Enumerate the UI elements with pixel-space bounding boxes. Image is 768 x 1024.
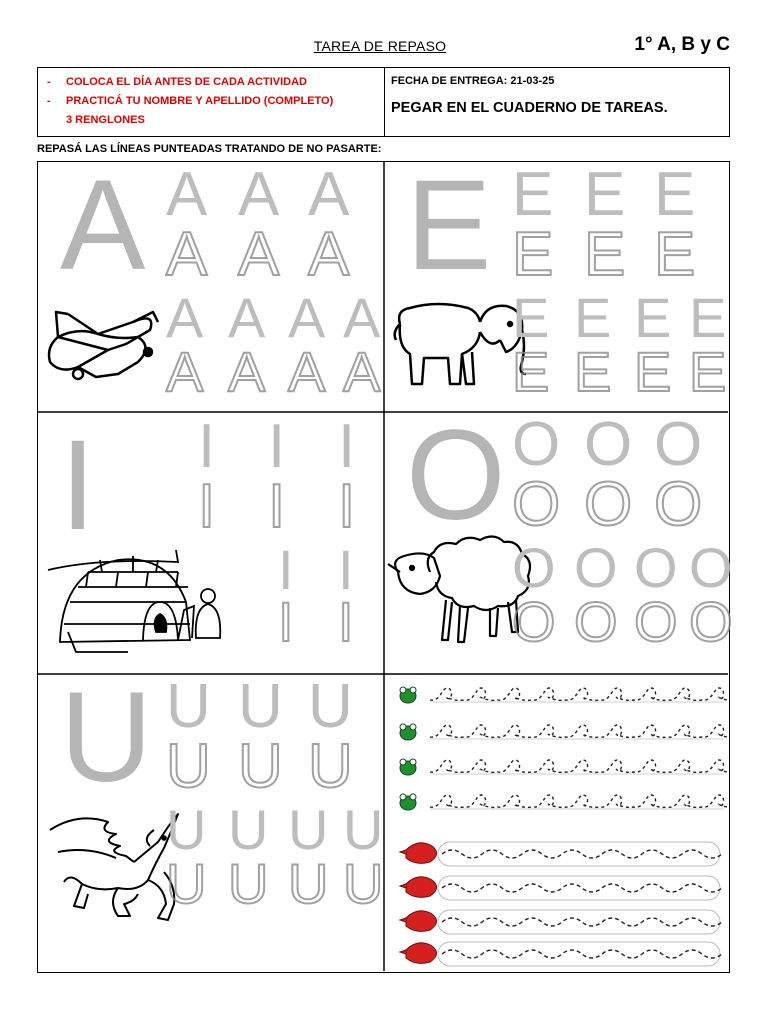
wave-trace-line xyxy=(442,918,722,926)
tracing-letter: A xyxy=(228,340,266,403)
tracing-letter: E xyxy=(512,160,554,229)
tracing-letter: O xyxy=(634,590,678,653)
tracing-letter: U xyxy=(308,672,353,741)
tracing-letter: A xyxy=(343,286,381,349)
tracing-letter: U xyxy=(343,852,384,915)
bird-icon xyxy=(400,943,437,964)
tracing-letter: U xyxy=(228,852,269,915)
tracing-letter: A xyxy=(238,220,280,289)
info-box xyxy=(37,67,730,137)
tracing-letter: E xyxy=(512,286,550,349)
tracing-letter: O xyxy=(584,470,633,539)
tracing-letter: A xyxy=(166,340,204,403)
tracing-letter: A xyxy=(166,220,208,289)
tracing-letter: O xyxy=(584,410,633,479)
frog-icon xyxy=(400,724,416,740)
tracing-letter: U xyxy=(288,852,329,915)
tracing-letter: E xyxy=(689,340,727,403)
tracing-letter: E xyxy=(512,340,550,403)
tracing-letter: E xyxy=(512,220,554,289)
loop-trace-line xyxy=(430,688,728,700)
tracing-letter: A xyxy=(166,286,204,349)
worksheet-grid xyxy=(37,154,733,973)
tracing-letter: U xyxy=(166,852,207,915)
tracing-letter: U xyxy=(166,732,211,801)
tracing-letter: A xyxy=(308,220,350,289)
tracing-letter: I xyxy=(338,590,354,653)
frog-icon xyxy=(400,759,416,775)
grade-label: 1° A, B y C xyxy=(634,34,730,55)
instructions-list xyxy=(38,68,385,136)
loop-trace-line xyxy=(430,725,728,737)
tracing-letter: O xyxy=(512,590,556,653)
tracing-letter: O xyxy=(512,536,556,599)
tracing-letter: O xyxy=(574,536,618,599)
tracing-letter: E xyxy=(574,340,612,403)
tracing-letter: I xyxy=(278,590,294,653)
tracing-letter: A xyxy=(238,160,280,229)
tracing-letter: A xyxy=(288,340,326,403)
tracing-letter: E xyxy=(574,286,612,349)
bird-icon xyxy=(400,877,437,898)
igloo-penguin-drawing xyxy=(48,550,220,652)
instruction-item: - COLOCA EL DÍA ANTES DE CADA ACTIVIDAD xyxy=(47,76,307,88)
tracing-letter: A xyxy=(308,160,350,229)
tracing-letter: I xyxy=(338,538,354,601)
tracing-letter: U xyxy=(238,672,283,741)
tracing-letter: U xyxy=(166,672,211,741)
model-letter: I xyxy=(60,414,96,557)
tracing-letter: E xyxy=(584,220,626,289)
tracing-letter: A xyxy=(343,340,381,403)
tracing-letter: U xyxy=(343,798,384,861)
tracing-letter: E xyxy=(654,160,696,229)
airplane-drawing xyxy=(49,312,158,379)
tracing-letter: O xyxy=(512,470,561,539)
paste-note: PEGAR EN EL CUADERNO DE TAREAS. xyxy=(391,100,668,116)
tracing-letter: A xyxy=(166,160,208,229)
tracing-letter: U xyxy=(228,798,269,861)
tracing-letter: O xyxy=(654,410,703,479)
loop-trace-line xyxy=(430,760,728,772)
model-letter: E xyxy=(406,154,492,297)
tracing-letter: O xyxy=(689,536,733,599)
elephant-drawing xyxy=(395,304,526,384)
tracing-letter: I xyxy=(268,412,286,481)
model-letter: O xyxy=(406,404,506,547)
tracing-letter: O xyxy=(689,590,733,653)
loop-trace-line xyxy=(430,795,728,807)
sheep-drawing xyxy=(388,536,530,642)
bird-icon xyxy=(400,911,437,932)
tracing-letter: I xyxy=(198,472,216,541)
tracing-letter: E xyxy=(634,340,672,403)
tracing-letter: I xyxy=(338,412,356,481)
tracing-letter: I xyxy=(338,472,356,541)
tracing-letter: O xyxy=(512,410,561,479)
tracing-letter: A xyxy=(228,286,266,349)
tracing-letter: E xyxy=(584,160,626,229)
tracing-letter: E xyxy=(634,286,672,349)
tracing-letter: I xyxy=(198,412,216,481)
due-date: FECHA DE ENTREGA: 21-03-25 xyxy=(391,75,555,87)
tracing-letter: O xyxy=(634,536,678,599)
tracing-letter: O xyxy=(654,470,703,539)
tracing-letter: O xyxy=(574,590,618,653)
wave-trace-line xyxy=(442,950,722,958)
tracing-letter: E xyxy=(689,286,727,349)
page-title: TAREA DE REPASO xyxy=(313,38,447,54)
model-letter: U xyxy=(60,666,153,809)
tracing-letter: U xyxy=(166,798,207,861)
wave-trace-line xyxy=(442,850,722,858)
tracing-letter: U xyxy=(308,732,353,801)
delivery-info xyxy=(385,68,729,136)
tracing-letter: I xyxy=(268,472,286,541)
wave-trace-line xyxy=(442,884,722,892)
frog-icon xyxy=(400,687,416,703)
tracing-letter: I xyxy=(278,538,294,601)
instruction-item: 3 RENGLONES xyxy=(66,114,145,126)
frog-icon xyxy=(400,794,416,810)
frog-icons xyxy=(400,687,416,810)
tracing-letter: U xyxy=(238,732,283,801)
bird-icons xyxy=(400,843,437,964)
tracing-letter: U xyxy=(288,798,329,861)
unicorn-drawing xyxy=(50,814,178,920)
tracing-letter: A xyxy=(288,286,326,349)
tracing-instruction: REPASÁ LAS LÍNEAS PUNTEADAS TRATANDO DE NO PASARTE: xyxy=(37,143,382,155)
model-letter: A xyxy=(60,154,146,297)
bird-icon xyxy=(400,843,437,864)
tracing-letter: E xyxy=(654,220,696,289)
instruction-item: - PRACTICÁ TU NOMBRE Y APELLIDO (COMPLETO) xyxy=(47,95,334,107)
